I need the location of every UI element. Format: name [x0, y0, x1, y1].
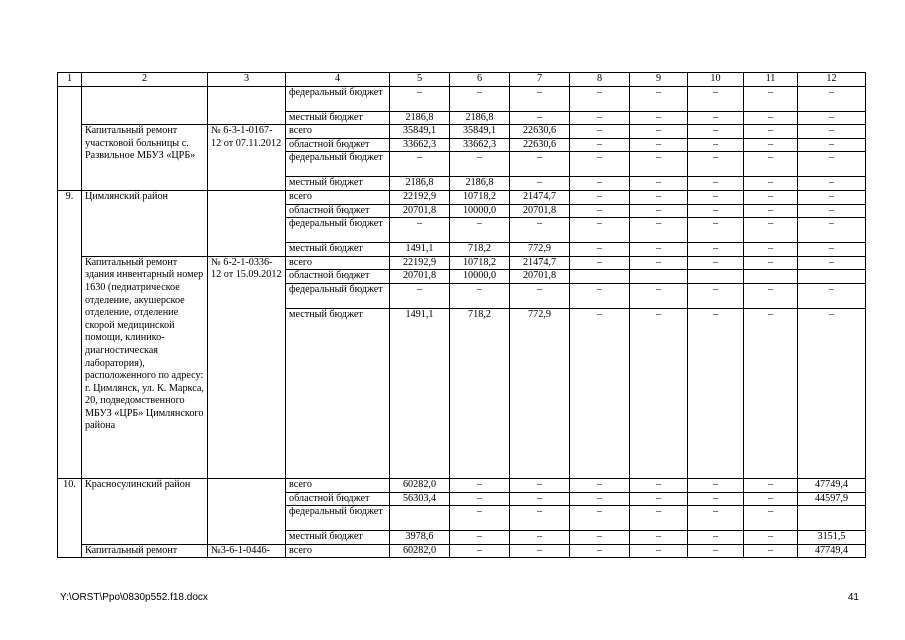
value-cell: –	[744, 138, 798, 152]
funding-source-cell: местный бюджет	[286, 111, 390, 125]
value-cell: 21474,7	[510, 256, 570, 270]
header-cell: 8	[570, 73, 630, 87]
header-cell: 7	[510, 73, 570, 87]
value-cell	[744, 270, 798, 284]
value-cell: –	[630, 218, 688, 243]
value-cell	[688, 270, 744, 284]
value-cell: –	[798, 152, 866, 177]
header-cell: 12	[798, 73, 866, 87]
document-number-cell: №3-6-1-0446-	[208, 544, 286, 558]
value-cell: 10718,2	[450, 256, 510, 270]
value-cell: –	[450, 152, 510, 177]
value-cell: 772,9	[510, 243, 570, 257]
value-cell: –	[450, 531, 510, 545]
value-cell: –	[510, 478, 570, 492]
value-cell: –	[744, 506, 798, 531]
header-cell: 9	[630, 73, 688, 87]
value-cell: –	[630, 111, 688, 125]
value-cell: 22192,9	[390, 256, 450, 270]
document-number-cell: № 6-3-1-0167-12 от 07.11.2012	[208, 125, 286, 191]
value-cell: –	[798, 177, 866, 191]
table-row	[58, 544, 866, 558]
value-cell: 47749,4	[798, 544, 866, 558]
value-cell: –	[744, 86, 798, 111]
value-cell: –	[570, 138, 630, 152]
value-cell: –	[510, 152, 570, 177]
object-name-cell: Капитальный ремонт	[82, 544, 208, 558]
value-cell: 10000,0	[450, 204, 510, 218]
value-cell: –	[744, 492, 798, 506]
value-cell: –	[798, 111, 866, 125]
value-cell: –	[450, 544, 510, 558]
value-cell: –	[630, 125, 688, 139]
value-cell: –	[744, 243, 798, 257]
value-cell: 10000,0	[450, 270, 510, 284]
value-cell: 60282,0	[390, 478, 450, 492]
funding-source-cell: местный бюджет	[286, 243, 390, 257]
value-cell: –	[570, 308, 630, 478]
header-cell: 4	[286, 73, 390, 87]
value-cell: –	[630, 544, 688, 558]
value-cell: –	[688, 125, 744, 139]
value-cell: –	[798, 190, 866, 204]
value-cell: –	[630, 506, 688, 531]
object-name-cell: Капитальный ремонт участковой больницы с. Развильное МБУЗ «ЦРБ»	[82, 125, 208, 191]
value-cell: –	[630, 243, 688, 257]
value-cell: –	[688, 204, 744, 218]
value-cell: –	[744, 125, 798, 139]
value-cell: 1491,1	[390, 308, 450, 478]
value-cell: –	[570, 111, 630, 125]
value-cell: –	[688, 308, 744, 478]
value-cell: 56303,4	[390, 492, 450, 506]
value-cell: –	[744, 308, 798, 478]
value-cell: –	[390, 86, 450, 111]
footer-page-number: 41	[847, 592, 859, 603]
value-cell: –	[570, 531, 630, 545]
value-cell: –	[744, 177, 798, 191]
header-cell: 1	[58, 73, 82, 87]
table-row	[58, 478, 866, 492]
value-cell: –	[798, 308, 866, 478]
value-cell: –	[630, 86, 688, 111]
value-cell: –	[630, 138, 688, 152]
value-cell: –	[688, 190, 744, 204]
value-cell: 35849,1	[390, 125, 450, 139]
value-cell: 20701,8	[510, 204, 570, 218]
funding-source-cell: областной бюджет	[286, 492, 390, 506]
value-cell: –	[510, 492, 570, 506]
value-cell: –	[744, 544, 798, 558]
value-cell: –	[630, 531, 688, 545]
value-cell: –	[630, 492, 688, 506]
value-cell: –	[570, 190, 630, 204]
value-cell: 22630,6	[510, 125, 570, 139]
value-cell: 2186,8	[390, 111, 450, 125]
value-cell: –	[688, 478, 744, 492]
value-cell: 772,9	[510, 308, 570, 478]
value-cell: –	[744, 478, 798, 492]
budget-table	[57, 72, 866, 558]
value-cell: –	[744, 111, 798, 125]
value-cell: –	[630, 478, 688, 492]
document-number-cell	[208, 86, 286, 125]
value-cell: –	[570, 125, 630, 139]
value-cell: –	[450, 492, 510, 506]
value-cell: –	[744, 256, 798, 270]
value-cell	[798, 506, 866, 531]
value-cell: –	[510, 177, 570, 191]
value-cell: 22630,6	[510, 138, 570, 152]
value-cell: –	[390, 152, 450, 177]
value-cell: –	[688, 492, 744, 506]
header-cell: 10	[688, 73, 744, 87]
value-cell: –	[570, 492, 630, 506]
value-cell: –	[510, 111, 570, 125]
value-cell: –	[570, 544, 630, 558]
value-cell: –	[510, 283, 570, 308]
value-cell: –	[630, 283, 688, 308]
value-cell: –	[450, 506, 510, 531]
value-cell	[630, 270, 688, 284]
value-cell	[570, 270, 630, 284]
value-cell: –	[390, 283, 450, 308]
value-cell: –	[570, 177, 630, 191]
value-cell: –	[570, 243, 630, 257]
value-cell: –	[510, 531, 570, 545]
value-cell: –	[798, 86, 866, 111]
value-cell: 33662,3	[390, 138, 450, 152]
value-cell	[798, 270, 866, 284]
header-row	[58, 73, 866, 87]
funding-source-cell: федеральный бюджет	[286, 283, 390, 308]
value-cell: –	[450, 218, 510, 243]
table-row	[58, 190, 866, 204]
header-cell: 3	[208, 73, 286, 87]
document-number-cell: № 6-2-1-0336-12 от 15.09.2012	[208, 256, 286, 478]
object-name-cell: Капитальный ремонт здания инвентарный номер 1630 (педиатрическое отделение, акушерское отделение, отделение скорой медицинской помощи, клинико-диагностическая лаборатория), расположенного по адресу: г. Цимлянск, ул. К. Маркса, 20, подведомственного МБУЗ «ЦРБ» Цимлянского района	[82, 256, 208, 478]
value-cell: –	[798, 204, 866, 218]
funding-source-cell: местный бюджет	[286, 308, 390, 478]
value-cell: –	[570, 218, 630, 243]
row-number-cell: 9.	[58, 190, 82, 478]
value-cell: 20701,8	[390, 270, 450, 284]
funding-source-cell: всего	[286, 544, 390, 558]
value-cell: 33662,3	[450, 138, 510, 152]
value-cell: –	[688, 111, 744, 125]
table-row	[58, 256, 866, 270]
value-cell: –	[688, 243, 744, 257]
funding-source-cell: местный бюджет	[286, 531, 390, 545]
value-cell: 718,2	[450, 243, 510, 257]
value-cell: –	[744, 218, 798, 243]
value-cell: 2186,8	[450, 111, 510, 125]
funding-source-cell: федеральный бюджет	[286, 218, 390, 243]
value-cell: –	[688, 506, 744, 531]
header-cell: 2	[82, 73, 208, 87]
footer-file-path: Y:\ORST\Ppo\0830p552.f18.docx	[60, 592, 208, 603]
value-cell: 3151,5	[798, 531, 866, 545]
value-cell: –	[688, 283, 744, 308]
funding-source-cell: областной бюджет	[286, 204, 390, 218]
value-cell	[390, 506, 450, 531]
value-cell: –	[570, 506, 630, 531]
value-cell: –	[744, 152, 798, 177]
value-cell: –	[688, 177, 744, 191]
value-cell: –	[798, 138, 866, 152]
value-cell: –	[450, 478, 510, 492]
row-number-cell	[58, 86, 82, 190]
value-cell: 44597,9	[798, 492, 866, 506]
value-cell: –	[630, 177, 688, 191]
value-cell: –	[390, 218, 450, 243]
value-cell: 47749,4	[798, 478, 866, 492]
object-name-cell: Цимлянский район	[82, 190, 208, 256]
table-row	[58, 86, 866, 111]
funding-source-cell: всего	[286, 190, 390, 204]
value-cell: –	[630, 152, 688, 177]
value-cell: –	[688, 544, 744, 558]
value-cell: –	[744, 190, 798, 204]
value-cell: 2186,8	[390, 177, 450, 191]
value-cell: –	[570, 478, 630, 492]
object-name-cell: Красносулинский район	[82, 478, 208, 544]
value-cell: 2186,8	[450, 177, 510, 191]
value-cell: –	[798, 125, 866, 139]
header-cell: 11	[744, 73, 798, 87]
table-body	[58, 73, 866, 558]
value-cell: 20701,8	[510, 270, 570, 284]
value-cell: –	[570, 204, 630, 218]
value-cell: –	[570, 283, 630, 308]
value-cell: –	[688, 138, 744, 152]
value-cell: –	[798, 256, 866, 270]
value-cell: –	[450, 86, 510, 111]
value-cell: –	[798, 283, 866, 308]
value-cell: –	[688, 86, 744, 111]
value-cell: –	[510, 544, 570, 558]
value-cell: –	[570, 152, 630, 177]
value-cell: 3978,6	[390, 531, 450, 545]
funding-source-cell: местный бюджет	[286, 177, 390, 191]
value-cell: –	[688, 256, 744, 270]
value-cell: 10718,2	[450, 190, 510, 204]
funding-source-cell: всего	[286, 125, 390, 139]
document-number-cell	[208, 190, 286, 256]
value-cell: –	[450, 283, 510, 308]
value-cell: –	[510, 86, 570, 111]
value-cell: –	[688, 152, 744, 177]
value-cell: –	[744, 531, 798, 545]
document-number-cell	[208, 478, 286, 544]
value-cell: –	[798, 243, 866, 257]
value-cell: –	[630, 204, 688, 218]
row-number-cell: 10.	[58, 478, 82, 557]
value-cell: 1491,1	[390, 243, 450, 257]
value-cell: –	[744, 204, 798, 218]
value-cell: –	[688, 531, 744, 545]
value-cell: –	[798, 218, 866, 243]
funding-source-cell: всего	[286, 478, 390, 492]
funding-source-cell: областной бюджет	[286, 138, 390, 152]
value-cell: –	[510, 218, 570, 243]
header-cell: 5	[390, 73, 450, 87]
value-cell: –	[744, 283, 798, 308]
value-cell: –	[630, 308, 688, 478]
value-cell: 22192,9	[390, 190, 450, 204]
table-row	[58, 125, 866, 139]
value-cell: –	[510, 506, 570, 531]
funding-source-cell: всего	[286, 256, 390, 270]
funding-source-cell: федеральный бюджет	[286, 506, 390, 531]
funding-source-cell: федеральный бюджет	[286, 86, 390, 111]
value-cell: –	[630, 190, 688, 204]
funding-source-cell: областной бюджет	[286, 270, 390, 284]
value-cell: 20701,8	[390, 204, 450, 218]
funding-source-cell: федеральный бюджет	[286, 152, 390, 177]
header-cell: 6	[450, 73, 510, 87]
object-name-cell	[82, 86, 208, 125]
value-cell: –	[688, 218, 744, 243]
value-cell: 35849,1	[450, 125, 510, 139]
value-cell: 21474,7	[510, 190, 570, 204]
value-cell: –	[570, 256, 630, 270]
value-cell: 718,2	[450, 308, 510, 478]
value-cell: –	[570, 86, 630, 111]
value-cell: 60282,0	[390, 544, 450, 558]
value-cell: –	[630, 256, 688, 270]
